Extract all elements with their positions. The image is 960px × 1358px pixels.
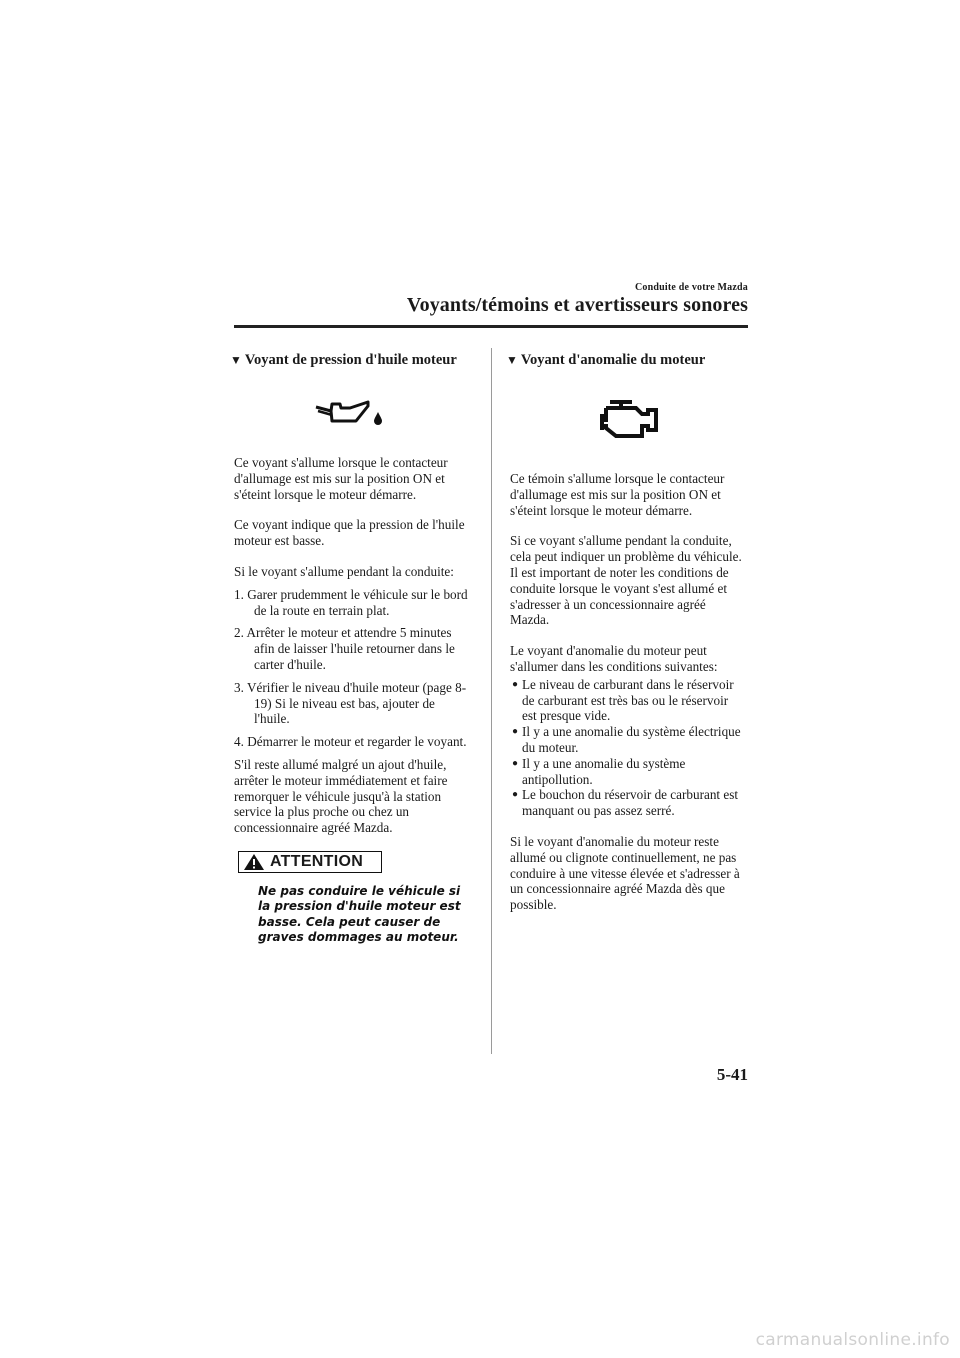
left-column [230, 352, 470, 946]
chapter-subtitle: Conduite de votre Mazda [634, 282, 748, 293]
attention-text: Ne pas conduire le véhicule si la pression d'huile moteur est basse. Cela peut causer de graves dommages au moteur. [258, 883, 461, 945]
section-title-oil-pressure: ▼ Voyant de pression d'huile moteur [230, 352, 457, 368]
attention-label: ATTENTION [270, 852, 364, 870]
engine-paragraph-1: Ce témoin s'allume lorsque le contacteur d'allumage est mis sur la position ON et s'éteint lorsque le moteur démarre. [510, 471, 725, 518]
watermark: carmanualsonline.info [755, 1330, 950, 1350]
oil-can-icon [234, 369, 470, 455]
attention-block [238, 851, 470, 946]
triangle-down-icon: ▼ [506, 353, 518, 367]
engine-paragraph-3: Le voyant d'anomalie du moteur peut s'allumer dans les conditions suivantes: [510, 643, 718, 674]
list-item: 3. Vérifier le niveau d'huile moteur (page 8-19) Si le niveau est bas, ajouter de l'huile. [234, 679, 467, 727]
oil-paragraph-3: Si le voyant s'allume pendant la conduite: [234, 563, 454, 579]
engine-closing: Si le voyant d'anomalie du moteur reste allumé ou clignote continuellement, ne pas conduire à une vitesse élevée et s'adresser à un concessionnaire agréé Mazda dès que possible. [510, 833, 740, 913]
list-item: ● Le bouchon du réservoir de carburant est manquant ou pas assez serré. [512, 787, 739, 819]
engine-conditions-list [510, 677, 746, 819]
warning-triangle-icon [243, 853, 265, 871]
list-item: 1. Garer prudemment le véhicule sur le bord de la route en terrain plat. [234, 586, 468, 618]
section-title-engine-malfunction: ▼ Voyant d'anomalie du moteur [506, 352, 706, 368]
oil-after-steps: S'il reste allumé malgré un ajout d'huile, arrêter le moteur immédiatement et faire remorquer le véhicule jusqu'à la station service la plus proche ou chez un concessionnaire agréé Mazda. [234, 756, 448, 836]
oil-paragraph-1: Ce voyant s'allume lorsque le contacteur d'allumage est mis sur la position ON et s'éteint lorsque le moteur démarre. [234, 455, 448, 502]
list-item: ● Il y a une anomalie du système électrique du moteur. [512, 724, 741, 755]
oil-paragraph-2: Ce voyant indique que la pression de l'huile moteur est basse. [234, 517, 465, 549]
oil-steps-list [234, 587, 470, 750]
right-column [506, 352, 746, 928]
engine-icon [510, 369, 746, 471]
attention-header [238, 851, 382, 873]
page-title: Voyants/témoins et avertisseurs sonores [406, 294, 748, 316]
list-item: 2. Arrêter le moteur et attendre 5 minutes afin de laisser l'huile retourner dans le carter d'huile. [234, 625, 455, 672]
list-item: 4. Démarrer le moteur et regarder le voyant. [234, 734, 467, 750]
triangle-down-icon: ▼ [230, 353, 242, 367]
list-item: ● Il y a une anomalie du système antipollution. [512, 755, 686, 787]
list-item: ● Le niveau de carburant dans le réservoir de carburant est très bas ou le réservoir est presque vide. [512, 676, 734, 724]
page-number: 5-41 [716, 1065, 748, 1084]
engine-paragraph-2: Si ce voyant s'allume pendant la conduite, cela peut indiquer un problème du véhicule. Il est important de noter les conditions de conduite lorsque le voyant s'est allumé et s'adresser à un concessionnaire agréé Mazda. [510, 533, 742, 628]
header-rule [234, 325, 748, 328]
column-divider [491, 348, 492, 1054]
